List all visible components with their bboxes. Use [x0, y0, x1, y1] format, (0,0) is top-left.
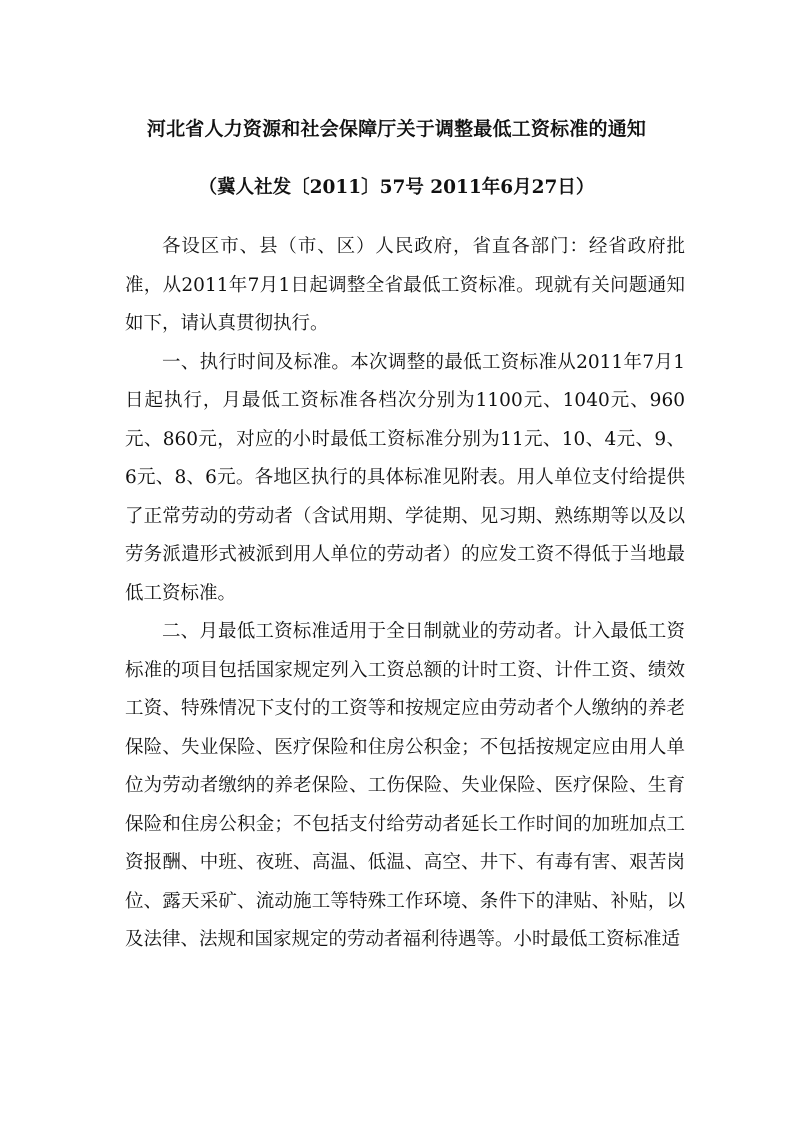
document-subtitle: （冀人社发〔2011〕57号 2011年6月27日）	[198, 177, 595, 198]
document-title: 河北省人力资源和社会保障厅关于调整最低工资标准的通知	[146, 118, 647, 140]
document-body	[125, 228, 685, 960]
paragraph-intro: 各设区市、县（市、区）人民政府，省直各部门：经省政府批准，从2011年7月1日起调整全省最低工资标准。现就有关问题通知如下，请认真贯彻执行。	[125, 236, 685, 334]
paragraph-section-1: 一、执行时间及标准。本次调整的最低工资标准从2011年7月1日起执行，月最低工资标准各档次分别为1100元、1040元、960元、860元，对应的小时最低工资标准分别为11元、10、4元、9、6元、8、6元。各地区执行的具体标准见附表。用人单位支付给提供了正常劳动的劳动者（含试用期、学徒期、见习期、熟练期等以及以劳务派遣形式被派到用人单位的劳动者）的应发工资不得低于当地最低工资标准。	[125, 351, 685, 604]
paragraph-section-2: 二、月最低工资标准适用于全日制就业的劳动者。计入最低工资标准的项目包括国家规定列入工资总额的计时工资、计件工资、绩效工资、特殊情况下支付的工资等和按规定应由劳动者个人缴纳的养老保险、失业保险、医疗保险和住房公积金；不包括按规定应由用人单位为劳动者缴纳的养老保险、工伤保险、失业保险、医疗保险、生育保险和住房公积金；不包括支付给劳动者延长工作时间的加班加点工资报酬、中班、夜班、高温、低温、高空、井下、有毒有害、艰苦岗位、露天采矿、流动施工等特殊工作环境、条件下的津贴、补贴，以及法律、法规和国家规定的劳动者福利待遇等。小时最低工资标准适	[125, 621, 685, 950]
